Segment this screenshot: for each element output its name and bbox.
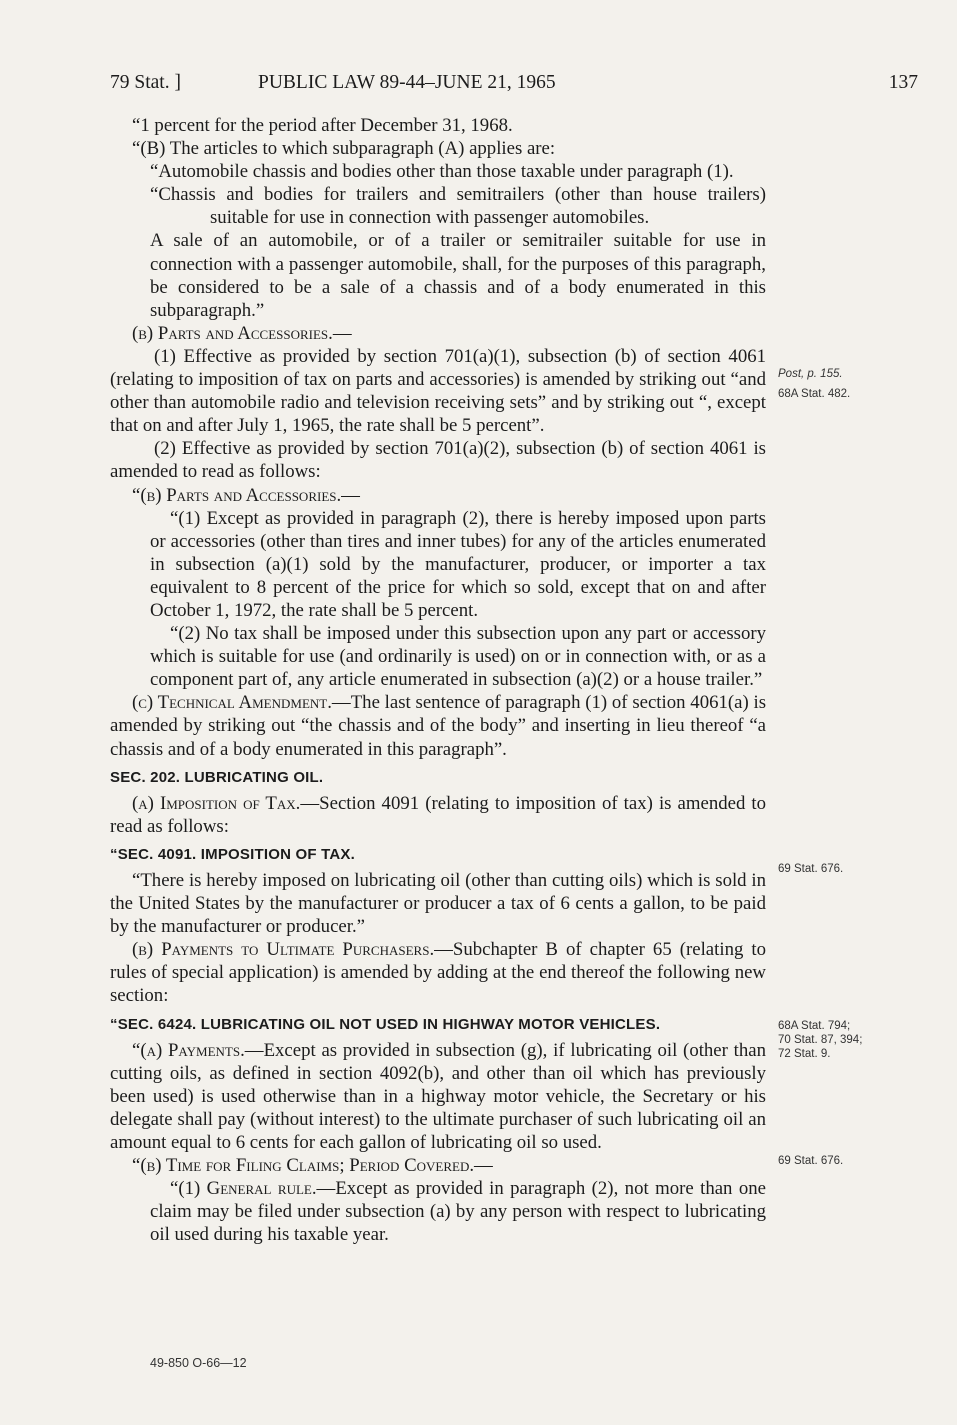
quoted-subsection — [110, 507, 766, 692]
paragraph: (2) Effective as provided by section 701(a)(2), subsection (b) of section 4061 is amended to read as follows: — [110, 438, 766, 483]
paragraph: “Chassis and bodies for trailers and semitrailers (other than house trailers) suitable for use in connection with passenger automobiles. — [150, 184, 766, 229]
volume-reference: 79 Stat. ] — [110, 72, 181, 93]
paragraph: “There is hereby imposed on lubricating oil (other than cutting oils) which is sold in the United States by the manufacturer or producer a tax of 6 cents a gallon, to be paid by the manufacturer or producer.” — [110, 870, 766, 938]
margin-citation — [778, 1019, 862, 1061]
section-heading: “SEC. 4091. IMPOSITION OF TAX. — [110, 845, 355, 863]
paragraph: “(B) The articles to which subparagraph (A) applies are: — [132, 138, 556, 160]
section-heading: SEC. 202. LUBRICATING OIL. — [110, 768, 324, 786]
paragraph: “(1) Except as provided in paragraph (2), there is hereby imposed upon parts or accessories (other than tires and inner tubes) for any of the articles enumerated in subsection (a)(1) sold by the manufacturer, producer, or importer a tax equivalent to 8 percent of the price for which so sold, except that on and after October 1, 1972, the rate shall be 5 percent. — [150, 507, 766, 621]
subsection-heading: “(b) Time for Filing Claims; Period Covered.— — [132, 1155, 493, 1177]
citation-note: 69 Stat. 676. — [778, 863, 844, 875]
margin-citation — [778, 367, 850, 401]
paragraph: (1) Effective as provided by section 701(a)(1), subsection (b) of section 4061 (relating to imposition of tax on parts and accessories) is amended by striking out “and other than automobile radio and television receiving sets” and by striking out “, except that on and after July 1, 1965, the rate shall be 5 percent”. — [110, 345, 766, 437]
statute-text — [110, 114, 766, 1247]
paragraph: (b) Payments to Ultimate Purchasers.—Subchapter B of chapter 65 (relating to rules of special application) is amended by adding at the end thereof the following new section: — [110, 939, 766, 1007]
paragraph: “Automobile chassis and bodies other than those taxable under paragraph (1). — [150, 161, 734, 183]
subsection-heading: (b) Parts and Accessories.— — [132, 322, 352, 344]
citation-note: 68A Stat. 482. — [778, 388, 851, 400]
paragraph: (a) Imposition of Tax.—Section 4091 (relating to imposition of tax) is amended to read as follows: — [110, 792, 767, 837]
page-header — [110, 72, 918, 98]
margin-citation — [778, 1154, 843, 1168]
section-heading: “SEC. 6424. LUBRICATING OIL NOT USED IN HIGHWAY MOTOR VEHICLES. — [110, 1015, 661, 1033]
citation-note: Post, p. 155. — [778, 368, 843, 380]
print-code: 49-850 O-66—12 — [150, 1356, 247, 1370]
citation-note: 72 Stat. 9. — [778, 1048, 831, 1060]
page-number: 137 — [888, 72, 918, 93]
paragraph: A sale of an automobile, or of a trailer or semitrailer suitable for use in connection with a passenger automobile, shall, for the purposes of this paragraph, be considered to be a sale of a chassis and of a body enumerated in this subparagraph.” — [150, 230, 766, 321]
paragraph: “(2) No tax shall be imposed under this subsection upon any part or accessory which is suitable for use (and ordinarily is used) on or in connection with, or as a component part of, any article enumerated in subsection (a)(2) or a house trailer.” — [150, 623, 766, 691]
paragraph: (c) Technical Amendment.—The last sentence of paragraph (1) of section 4061(a) is amended by striking out “the chassis and of the body” and inserting in lieu thereof “a chassis and of a body enumerated in this paragraph”. — [110, 692, 767, 760]
subsection-heading: “(b) Parts and Accessories.— — [132, 484, 360, 506]
margin-citation — [778, 862, 843, 876]
quoted-subsection — [110, 1177, 766, 1246]
paragraph: “(1) General rule.—Except as provided in paragraph (2), not more than one claim may be filed under subsection (a) by any person with respect to lubricating oil used during his taxable year. — [150, 1178, 766, 1246]
citation-note: 69 Stat. 676. — [778, 1155, 844, 1167]
citation-note: 70 Stat. 87, 394; — [778, 1034, 863, 1046]
paragraph: “1 percent for the period after December 31, 1968. — [132, 115, 513, 136]
paragraph: “(a) Payments.—Except as provided in subsection (g), if lubricating oil (other than cutting oils, as defined in section 4092(b), and other than oil which has previously been used) is used otherwise than in a highway motor vehicle, the Secretary or his delegate shall pay (without interest) to the ultimate purchaser of such lubricating oil an amount equal to 6 cents for each gallon of lubricating oil so used. — [110, 1039, 766, 1154]
law-title: PUBLIC LAW 89-44–JUNE 21, 1965 — [258, 72, 556, 93]
citation-note: 68A Stat. 794; — [778, 1020, 851, 1032]
